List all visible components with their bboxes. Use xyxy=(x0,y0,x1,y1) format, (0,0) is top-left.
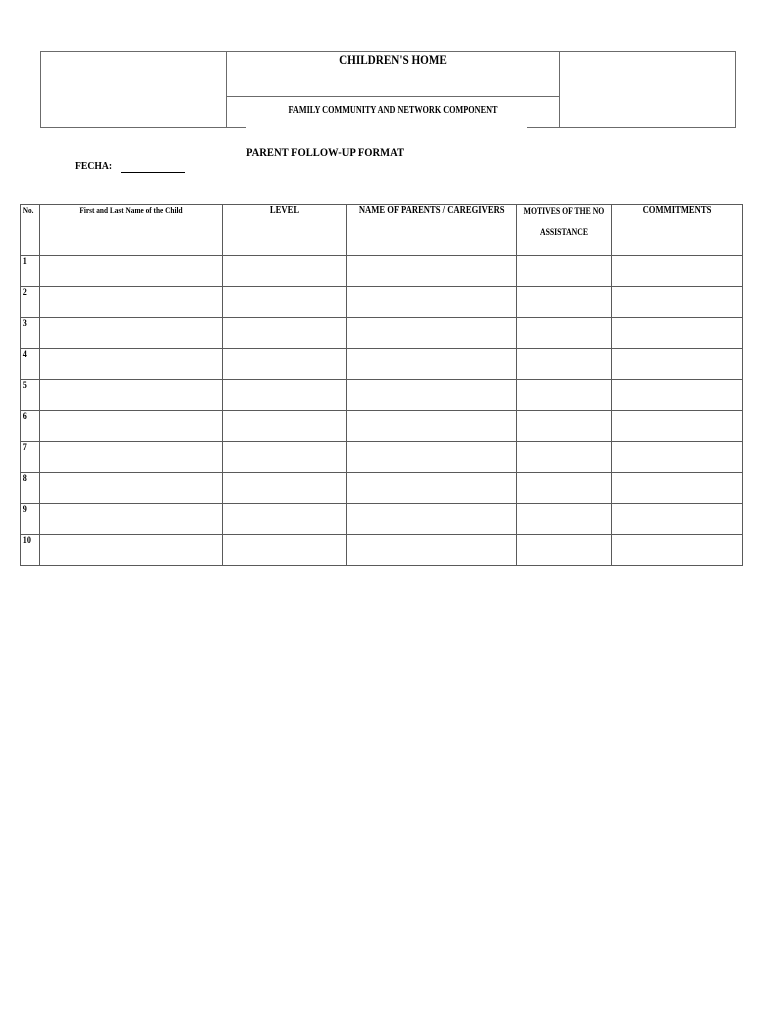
date-field[interactable] xyxy=(121,172,185,173)
motives-line-1: MOTIVES OF THE NO xyxy=(523,206,605,216)
parents-cell[interactable] xyxy=(347,380,517,411)
row-number-cell: 3 xyxy=(21,318,40,349)
row-number-cell: 9 xyxy=(21,504,40,535)
column-header-commitments: COMMITMENTS xyxy=(612,205,743,256)
commitments-cell[interactable] xyxy=(612,380,743,411)
level-cell[interactable] xyxy=(223,287,347,318)
header-left-border xyxy=(40,51,41,128)
row-number-cell: 2 xyxy=(21,287,40,318)
motives-cell[interactable] xyxy=(517,535,612,566)
motives-cell[interactable] xyxy=(517,504,612,535)
commitments-cell[interactable] xyxy=(612,504,743,535)
table-row xyxy=(21,535,743,566)
commitments-cell[interactable] xyxy=(612,287,743,318)
child-name-cell[interactable] xyxy=(40,349,223,380)
table-row xyxy=(21,256,743,287)
motives-cell[interactable] xyxy=(517,411,612,442)
header-title: CHILDREN'S HOME xyxy=(339,52,447,67)
parents-cell[interactable] xyxy=(347,442,517,473)
table-row xyxy=(21,442,743,473)
parents-cell[interactable] xyxy=(347,349,517,380)
table-row xyxy=(21,380,743,411)
parents-cell[interactable] xyxy=(347,473,517,504)
level-cell[interactable] xyxy=(223,318,347,349)
commitments-cell[interactable] xyxy=(612,535,743,566)
row-number-cell: 4 xyxy=(21,349,40,380)
parents-cell[interactable] xyxy=(347,411,517,442)
level-cell[interactable] xyxy=(223,256,347,287)
level-cell[interactable] xyxy=(223,504,347,535)
parents-cell[interactable] xyxy=(347,256,517,287)
motives-cell[interactable] xyxy=(517,256,612,287)
commitments-cell[interactable] xyxy=(612,318,743,349)
column-header-parents: NAME OF PARENTS / CAREGIVERS xyxy=(347,205,517,256)
form-title: PARENT FOLLOW-UP FORMAT xyxy=(245,145,405,159)
column-header-level: LEVEL xyxy=(223,205,347,256)
row-number-cell: 6 xyxy=(21,411,40,442)
row-number-cell: 5 xyxy=(21,380,40,411)
child-name-cell[interactable] xyxy=(40,380,223,411)
level-cell[interactable] xyxy=(223,442,347,473)
child-name-cell[interactable] xyxy=(40,318,223,349)
child-name-cell[interactable] xyxy=(40,442,223,473)
level-cell[interactable] xyxy=(223,380,347,411)
motives-cell[interactable] xyxy=(517,380,612,411)
parents-cell[interactable] xyxy=(347,287,517,318)
header-divider-left xyxy=(226,51,227,128)
level-cell[interactable] xyxy=(223,411,347,442)
column-header-no: No. xyxy=(21,205,40,256)
row-number-cell: 8 xyxy=(21,473,40,504)
motives-cell[interactable] xyxy=(517,349,612,380)
table-row xyxy=(21,349,743,380)
header-right-border xyxy=(735,51,736,128)
table-row xyxy=(21,473,743,504)
commitments-cell[interactable] xyxy=(612,256,743,287)
follow-up-table xyxy=(20,204,743,566)
header-middle-divider xyxy=(226,96,560,97)
child-name-cell[interactable] xyxy=(40,411,223,442)
date-label: FECHA: xyxy=(75,160,113,172)
motives-line-2: ASSISTANCE xyxy=(539,227,589,237)
table-row xyxy=(21,318,743,349)
motives-cell[interactable] xyxy=(517,442,612,473)
parents-cell[interactable] xyxy=(347,318,517,349)
table-header-row xyxy=(21,205,743,256)
commitments-cell[interactable] xyxy=(612,411,743,442)
row-number-cell: 7 xyxy=(21,442,40,473)
commitments-cell[interactable] xyxy=(612,349,743,380)
child-name-cell[interactable] xyxy=(40,287,223,318)
table-row xyxy=(21,504,743,535)
row-number-cell: 1 xyxy=(21,256,40,287)
level-cell[interactable] xyxy=(223,349,347,380)
header-subtitle: FAMILY COMMUNITY AND NETWORK COMPONENT xyxy=(288,105,498,116)
row-number-cell: 10 xyxy=(21,535,40,566)
commitments-cell[interactable] xyxy=(612,442,743,473)
table-row xyxy=(21,287,743,318)
parents-cell[interactable] xyxy=(347,504,517,535)
parents-cell[interactable] xyxy=(347,535,517,566)
child-name-cell[interactable] xyxy=(40,535,223,566)
header-bottom-border-left xyxy=(40,127,246,128)
column-header-motives xyxy=(517,205,612,256)
level-cell[interactable] xyxy=(223,535,347,566)
motives-cell[interactable] xyxy=(517,287,612,318)
motives-cell[interactable] xyxy=(517,318,612,349)
child-name-cell[interactable] xyxy=(40,473,223,504)
commitments-cell[interactable] xyxy=(612,473,743,504)
column-header-child: First and Last Name of the Child xyxy=(40,205,223,256)
header-divider-right xyxy=(559,51,560,128)
motives-cell[interactable] xyxy=(517,473,612,504)
child-name-cell[interactable] xyxy=(40,256,223,287)
level-cell[interactable] xyxy=(223,473,347,504)
header-bottom-border-right xyxy=(527,127,736,128)
child-name-cell[interactable] xyxy=(40,504,223,535)
table-row xyxy=(21,411,743,442)
